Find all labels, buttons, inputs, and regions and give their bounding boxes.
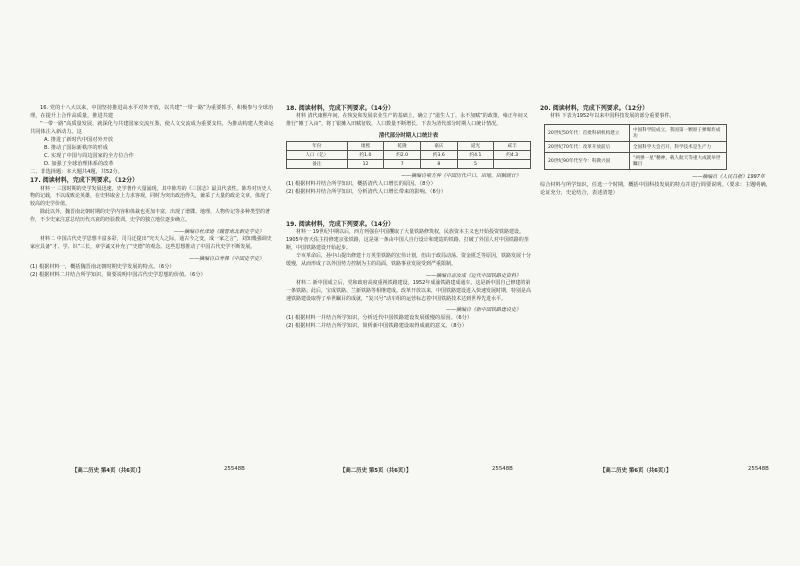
table-cell: 约1.0 (347, 151, 384, 160)
page-5-column (286, 104, 531, 330)
table-cell: 12 (347, 160, 384, 169)
table-header-row (287, 142, 531, 151)
q17-question-2: (2) 根据材料二并结合所学知识，简要说明中国古代史学思想的价值。（6分） (30, 271, 206, 278)
page-4-code: 25548B (224, 466, 245, 472)
q18-table-title: 清代部分时期人口统计表 (378, 133, 439, 140)
q17-material-2: 材料二 中国古代史学思想丰富多彩，司马迁提出“究天人之际，通古今之变，成一家之言”，刘知幾强调史家应具备“才、学、识”三长，章学诚又补充了“史德”的观念。这些思想推动了中国古代史学不断发展。 (30, 236, 272, 251)
q18-source: ——摘编自梁方仲《中国历代户口、田地、田赋统计》 (400, 173, 521, 180)
q16-option-b: B. 推动了国际新秩序的形成 (44, 145, 108, 152)
answer-space (286, 196, 531, 220)
table-row (545, 142, 727, 153)
q17-material-1-cont: 除此以外，魏晋南北朝时期的史学内容和体裁也更加丰富，出现了谱牒、地理、人物传记等多种类型的著作，不少史家注意总结历代兴衰的经验教训，史学的独立地位逐步确立。 (30, 209, 271, 224)
table-row (545, 153, 727, 170)
timeline-era: 20世纪50年代：首批科研机构建立 (545, 125, 630, 142)
table-header-cell: 康熙 (347, 142, 384, 151)
table-header-cell: 乾隆 (384, 142, 421, 151)
table-cell: 约4.1 (457, 151, 494, 160)
table-header-cell: 嘉庆 (420, 142, 457, 151)
q19-heading: 19. 阅读材料，完成下列要求。（14分） (286, 221, 395, 229)
table-cell: 备注 (287, 160, 348, 169)
table-header-cell: 咸丰 (494, 142, 531, 151)
table-cell: 7 (384, 160, 421, 169)
page-4-footer (72, 466, 245, 474)
table-cell: 5 (457, 160, 494, 169)
table-cell (494, 160, 531, 169)
table-cell: 约2.0 (384, 151, 421, 160)
q18-material: 材料 清代康熙年间，在恢复和发展农业生产的基础上，确立了“滋生人丁，永不加赋”的政策，雍正年间又推行“摊丁入亩”，将丁银摊入田赋征收，人口数量不断增长，下表为清代部分时期人口统计情况。 (286, 113, 528, 128)
q20-material-intro: 材料 下表为1952年以来中国科技发展的部分重要事件。 (550, 113, 675, 120)
q18-question-1: (1) 根据材料并结合所学知识，概括清代人口增长的原因。（8分） (286, 181, 436, 188)
q19-material-2-source: ——摘编自《新中国铁路建设史》 (445, 307, 521, 314)
section-2-heading: 二、非选择题：本大题共4题，共52分。 (30, 169, 123, 176)
q20-timeline-table (544, 124, 727, 170)
q20-source: ——摘编自《人民日报》1997年 (692, 174, 765, 181)
q17-material-1: 材料一 三国时期的史学发展迅速，史学著作大量涌现，其中陈寿的《三国志》最具代表性。陈寿对历史人物的记载，不以成败论英雄，在史料取舍上力求客观，同时为突出政治得失，兼采了大量的政论文章，体现了较高的史学价值。 (30, 185, 272, 208)
page-4-footer-label: 【高二历史 第4页（共6页）】 (72, 468, 144, 474)
table-cell: 人口（亿） (287, 151, 348, 160)
table-header-cell: 年份 (287, 142, 348, 151)
table-header-cell: 道光 (457, 142, 494, 151)
q20-heading: 20. 阅读材料，完成下列要求。（12分） (540, 105, 649, 112)
page-4-column (30, 104, 274, 279)
page-5-footer-label: 【高二历史 第5页（共6页）】 (340, 468, 412, 474)
q19-material-1-source: ——摘编自宓汝成《近代中国铁路史资料》 (425, 272, 521, 279)
table-cell: 8 (420, 160, 457, 169)
q16-stem: 16. 党的十八大以来，中国坚持推进高水平对外开放，以共建“一带一路”为重要抓手，积极参与全球治理，在提升上合作高质量，推进共建 (30, 105, 274, 120)
page-5-code: 25548B (492, 466, 513, 472)
timeline-event: “两弹一星”精神，载人航天等重大成就举世瞩目 (630, 153, 727, 170)
q19-question-1: (1) 根据材料一并结合所学知识，分析近代中国铁路建设发展缓慢的原因。（6分） (286, 315, 473, 322)
q19-question-2: (2) 根据材料二并结合所学知识，简析新中国铁路建设取得成就的意义。（8分） (286, 323, 467, 330)
q16-option-a: A. 推进了新时代中国对外开放 (44, 137, 114, 144)
q17-material-1-source: ——摘编自杜泽逊《魏晋南北朝史学史》 (173, 229, 264, 236)
page-6-column (540, 104, 775, 197)
table-row (545, 125, 727, 142)
table-cell: 约3.6 (420, 151, 457, 160)
q17-material-2-source: ——摘编自白寿彝《中国史学史》 (188, 255, 264, 262)
q19-material-1-cont: 辛亥革命后，孙中山提出修建十万英里铁路的宏伟计划，但由于政局动荡、资金匮乏等原因，铁路发展十分缓慢，从而形成了以外国势力控制为主的局面，铁路事业发展受到严重限制。 (286, 252, 532, 267)
q18-heading: 18. 阅读材料，完成下列要求。（14分） (286, 105, 395, 112)
timeline-event: 中国科学院成立，我国第一颗原子弹爆炸成功 (630, 125, 727, 142)
q17-question-1: (1) 根据材料一，概括魏晋南北朝时期史学发展的特点。（6分） (30, 263, 175, 270)
q17-heading: 17. 阅读材料，完成下列要求。（12分） (30, 177, 139, 185)
q19-material-1: 材料一 19世纪中期以后，西方列强在中国攫取了大量铁路修筑权，民族资本主义也开始投资铁路建设。1905年詹天佑主持修建京张铁路，这是第一条由中国人自行设计和建造的铁路，打破了外国人对中国铁路的垄断，中国铁路建设开始起步。 (286, 229, 529, 252)
page-5-footer (340, 466, 513, 474)
q20-task: 综合材料与所学知识，任选一个时期，概括中国科技发展的特点并进行简要说明。（要求：主题明确，论证充分，史论结合，表述清楚） (540, 182, 771, 197)
timeline-era: 20世纪70年代：改革开放前后 (545, 142, 630, 153)
q16-option-c: C. 实现了中国与周边国家的全方位合作 (44, 153, 134, 160)
page-6-footer-label: 【高二历史 第6页（共6页）】 (600, 468, 672, 474)
page-6-footer (600, 466, 769, 474)
table-cell: 约4.3 (494, 151, 531, 160)
table-row (287, 151, 531, 160)
q16-option-d: D. 加强了全球治理体系的改革 (44, 161, 114, 168)
q18-question-2: (2) 根据材料并结合所学知识，分析清代人口增长带来的影响。（6分） (286, 189, 447, 196)
timeline-event: 全国科学大会召开，科学技术是生产力 (630, 142, 727, 153)
q16-stem-cont: “一带一路”高质量发展，就深化与共建国家交流互鉴，使人文交流成为重要支柱，为推动构建人类命运共同体注入新动力。这 (30, 121, 274, 136)
table-row (287, 160, 531, 169)
q19-material-2: 材料二 新中国成立后，党和政府高度重视铁路建设。1952年成渝铁路建成通车，这是新中国自己修建的第一条铁路。此后，宝成铁路、兰新铁路等相继建成。改革开放以来，中国铁路建设进入快速发展时期，特别是高速铁路建设取得了举世瞩目的成就，“复兴号”动车组的运营标志着中国铁路技术达到世界先进水平。 (286, 279, 532, 302)
q18-population-table (286, 141, 531, 169)
page-6-code: 25548B (748, 466, 769, 472)
timeline-era: 20世纪90年代至今：科教兴国 (545, 153, 630, 170)
